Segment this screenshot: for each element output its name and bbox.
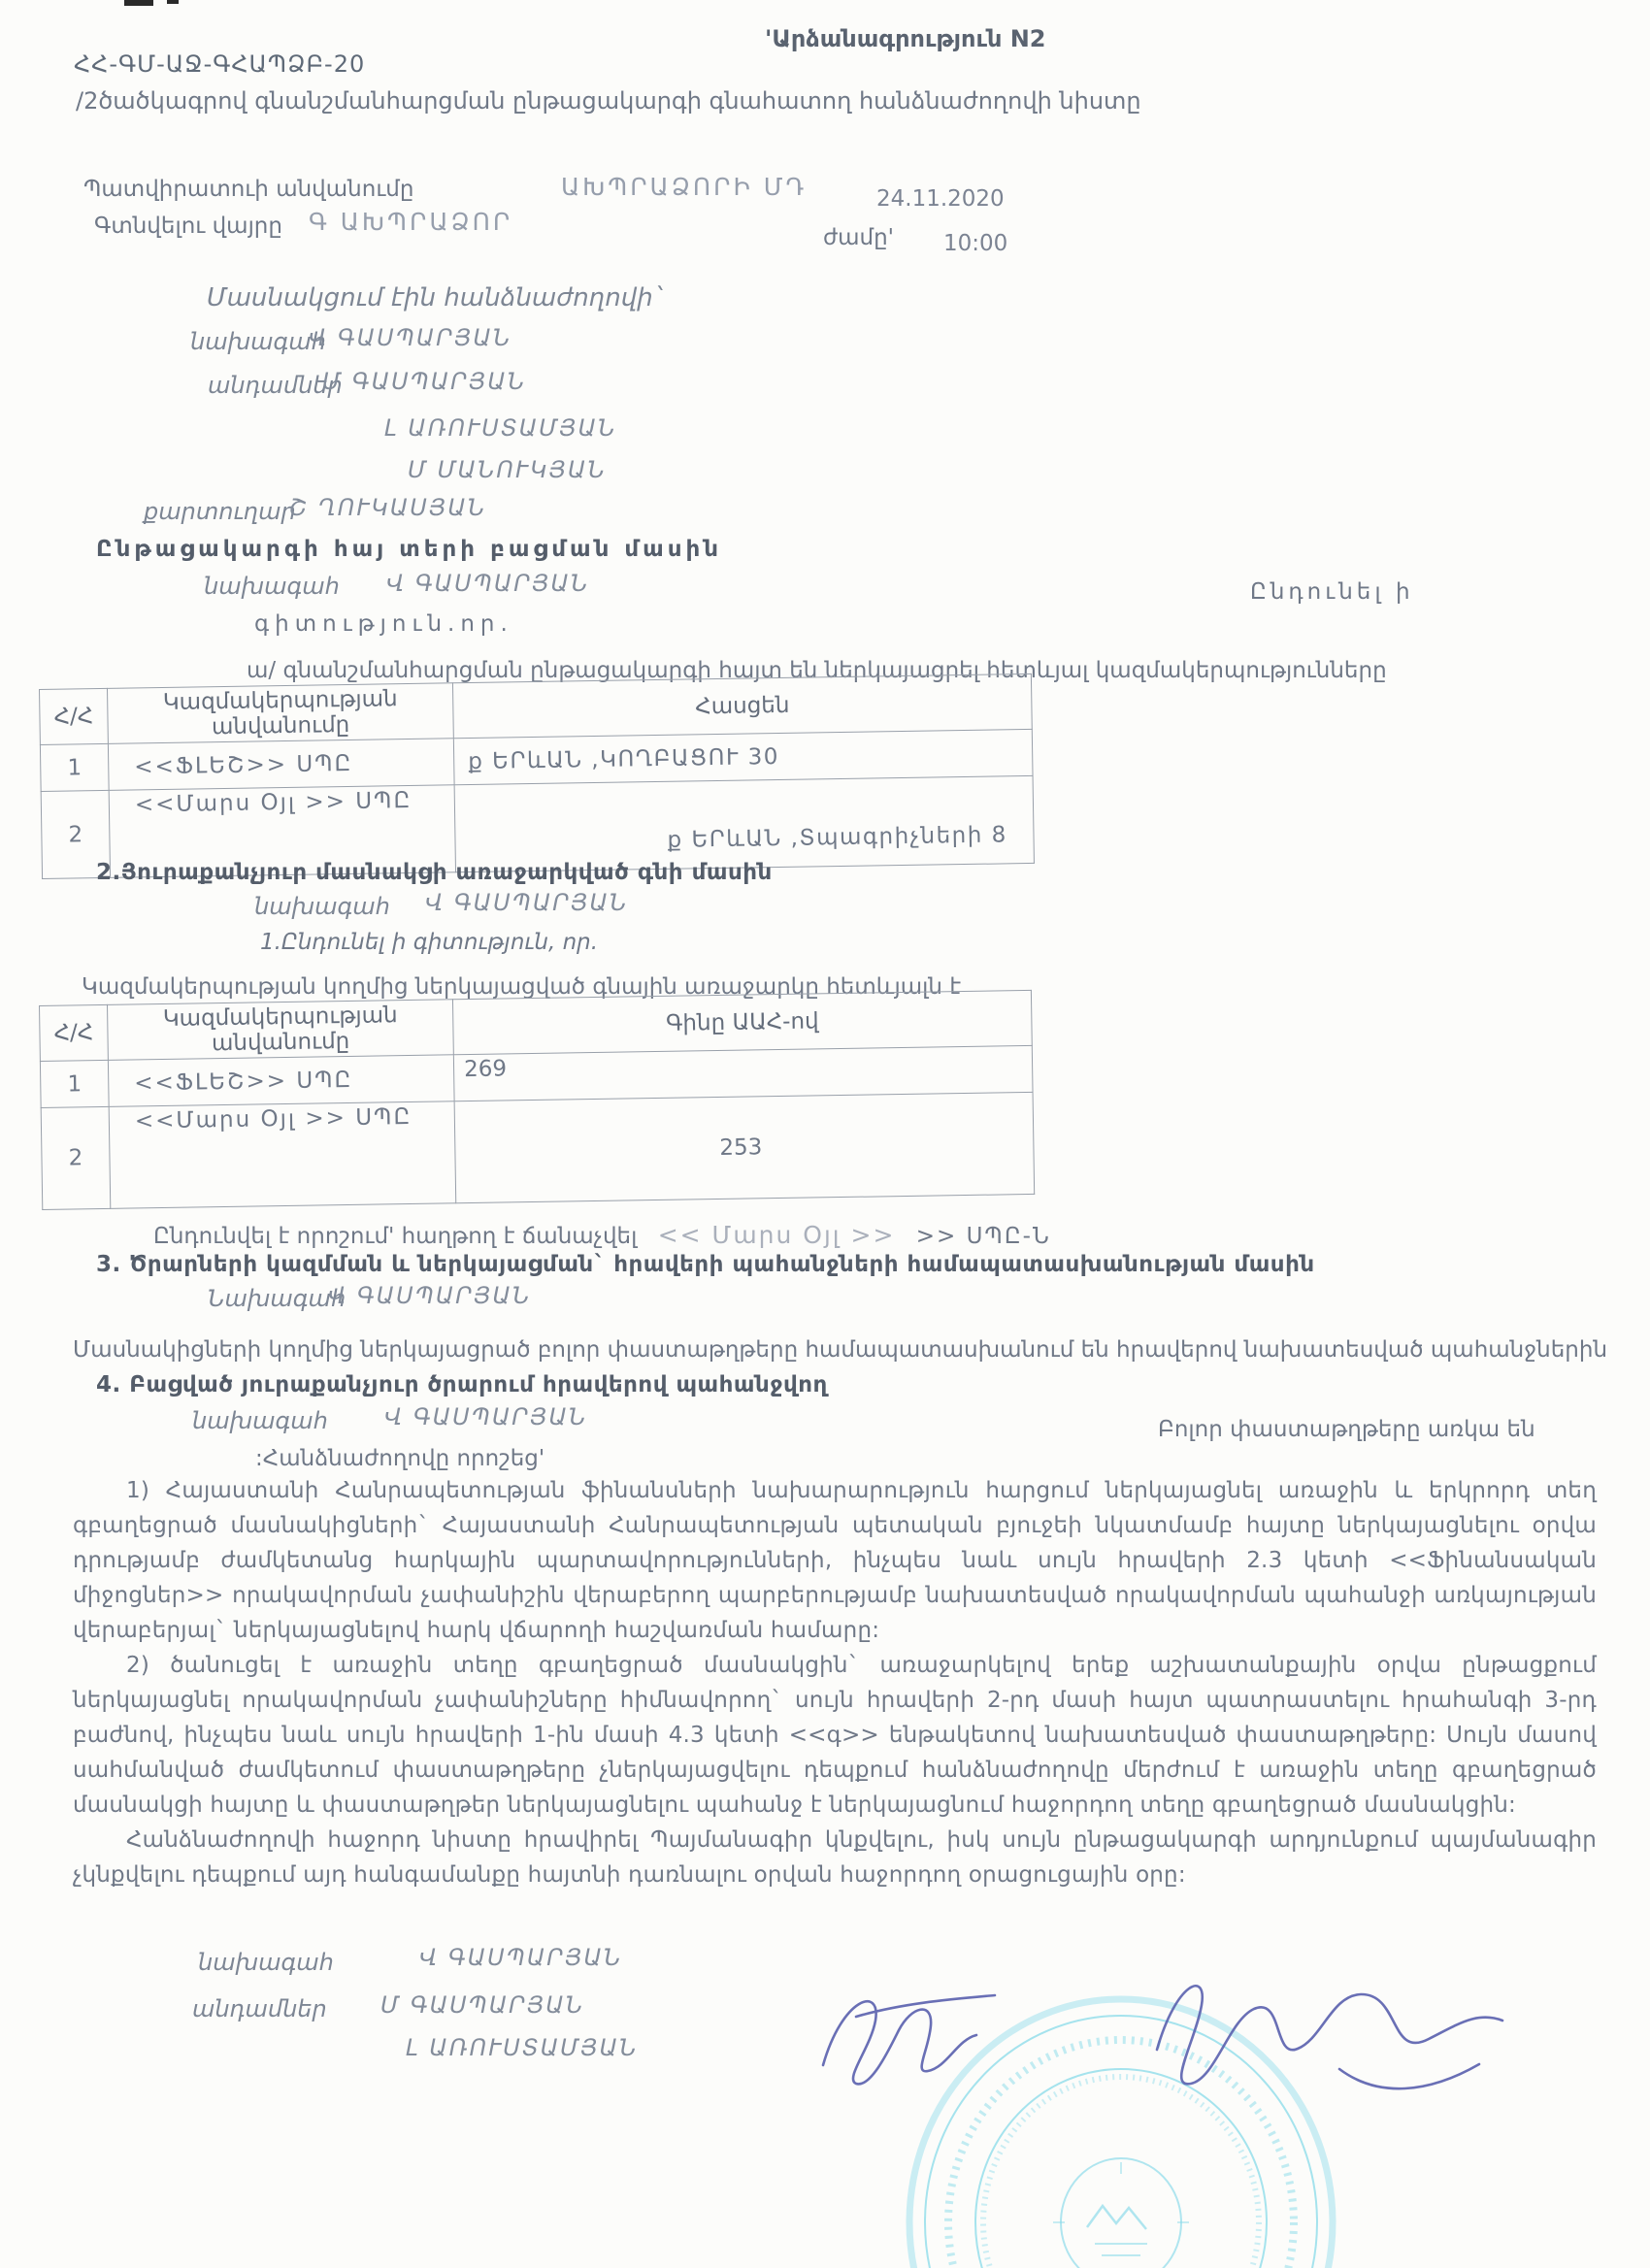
section2-chair-label: նախագահ [254, 893, 390, 920]
round-stamp-icon [909, 1999, 1333, 2268]
row-index: 2 [41, 790, 110, 878]
procedure-code: ՀՀ-ԳՄ-ԱՋ-ԳՀԱՊՁԲ-20 [74, 50, 366, 78]
section4-heading: 4. Բացված յուրաքանչյուր ծրարում հրավերով պահանջվող [96, 1372, 828, 1397]
committee-intro: Մասնակցում էին հանձնաժողովի` [207, 283, 666, 312]
time-value: 10:00 [943, 231, 1008, 256]
doc-subtitle: /2ծածկագրով գնանշմանհարցման ընթացակարգի գնահատող հանձնաժողովի նիստը [76, 87, 1141, 115]
section3-body: Մասնակիցների կողմից ներկայացրած բոլոր փաստաթղթերը համապատասխանում են հրավերով նախատեսված պահանջներին [73, 1337, 1608, 1363]
section4-chair-name: Վ ԳԱՍՊԱՐՅԱՆ [384, 1403, 588, 1430]
org-name: <<ՖԼԵՇ>> ՍՊԸ [108, 1055, 454, 1107]
section1-note-cont: գիտություն.որ. [254, 611, 513, 637]
org-name: <<ՖԼԵՇ>> ՍՊԸ [108, 739, 454, 791]
resolution-paragraph: 2) ծանուցել է առաջին տեղը գբաղեցրած մասնակցին` առաջարկելով երեք աշխատանքային օրվա ընթացքում ներկայացնել որակավորման չափանիշները հիմնավորող` սույն հրավերի 2-րդ մասի հայտ պատրաստելու հրահանգի 3-րդ բաժնով, ինչպես նաև սույն հրավերի 1-ին մասի 4.3 կետի <<գ>> ենթակետով նախատեսված փաստաթղթերը: Սույն մասով սահմանված ժամկետում փաստաթղթերը չներկայացվելու դեպքում հանձնաժողովը մերժում է առաջին տեղը գբաղեցրած մասնակցի հայտը և փաստաթղթեր ներկայացնելու պահանջ է ներկայացնում հաջորդող տեղը գբաղեցրած մասնակցին: [73, 1653, 1597, 1818]
org-address: ք ԵՐևԱՆ ,ԿՈՂԲԱՑՈՒ 30 [453, 729, 1033, 784]
section1-intro: ա/ գնանշմանհարցման ընթացակարգի հայտ են ներկայացրել հետևյալ կազմակերպությունները [247, 658, 1387, 683]
org-name: <<Մարս Օյլ >> ՍՊԸ [109, 1101, 456, 1209]
signature-members-label: անդամներ [192, 1995, 327, 2022]
section3-chair-name: Վ ԳԱՍՊԱՐՅԱՆ [328, 1282, 532, 1309]
org-name: <<Մարս Օյլ >> ՍՊԸ [109, 785, 455, 878]
section2-note: 1.Ընդունել ի գիտություն, որ. [260, 930, 599, 955]
resolution-paragraph: 1) Հայաստանի Հանրապետության ֆինանսների նախարարություն հարցում ներկայացնել առաջին և երկրորդ տեղ գբաղեցրած մասնակիցների` Հայաստանի Հանրապետության պետական բյուջեի նկատմամբ հայտը ներկայացնելու օրվա դրությամբ ժամկետանց հարկային պարտավորությունների, ինչպես նաև սույն հրավերի 2.3 կետի <<Ֆինանսական միջոցներ>> որակավորման չափանիշին վերաբերող պարբերությամբ նախատեսված որակավորման պահանջի առկայության վերաբերյալ` ներկայացնելով հարկ վճարողի հաշվառման համարը: [73, 1478, 1597, 1643]
scan-mark [167, 0, 179, 4]
col-header-org: Կազմակերպության անվանումը [107, 683, 453, 744]
table-row [41, 1092, 1035, 1209]
section2-chair-name: Վ ԳԱՍՊԱՐՅԱՆ [425, 889, 629, 916]
row-index: 1 [40, 1060, 109, 1107]
org-price: 269 [453, 1045, 1033, 1101]
section1-note-right: Ընդունել ի [1250, 579, 1414, 605]
section3-heading: 3. Ծրարների կազմման և ներկայացման` հրավերի պահանջների համապատասխանության մասին [96, 1252, 1315, 1277]
location-label: Գտնվելու վայրը [94, 214, 282, 239]
org-price: 253 [454, 1092, 1035, 1202]
chairman-name: Վ ԳԱՍՊԱՐՅԱՆ [309, 324, 512, 351]
col-header-address: Հասցեն [452, 674, 1032, 738]
col-header-price: Գինը ԱԱՀ-ով [452, 990, 1032, 1054]
session-date: 24.11.2020 [876, 186, 1005, 212]
time-label: ժամը' [823, 225, 895, 250]
prices-table [39, 990, 1035, 1210]
section4-resolved: :Հանձնաժողովը որոշեց' [255, 1446, 545, 1471]
chairman-label: նախագահ [190, 328, 326, 355]
section4-note-right: Բոլոր փաստաթղթերը առկա են [1158, 1417, 1535, 1442]
page-title: 'Արձանագրություն N2 [765, 25, 1046, 52]
section1-chair-label: նախագահ [204, 573, 340, 600]
bidders-table [39, 674, 1035, 879]
org-address: ք ԵՐևԱՆ ,Տպագրիչների 8 [454, 775, 1034, 871]
decision-line [153, 1221, 1051, 1251]
section4-chair-label: նախագահ [192, 1407, 328, 1434]
location-value: Գ ԱԽՊՐԱՁՈՐ [309, 208, 513, 236]
member-name: Մ ԳԱՍՊԱՐՅԱՆ [322, 368, 527, 395]
col-header-org: Կազմակերպության անվանումը [107, 1000, 453, 1061]
signature-chair-name: Վ ԳԱՍՊԱՐՅԱՆ [419, 1944, 623, 1971]
section2-heading: 2.Յուրաքանչյուր մասնակցի առաջարկված գնի մասին [96, 860, 773, 885]
secretary-name: Շ ՂՈՒԿԱՍՅԱՆ [289, 494, 487, 521]
signature-member-name: Մ ԳԱՍՊԱՐՅԱՆ [380, 1991, 585, 2019]
col-header-index: Հ/Հ [40, 688, 109, 744]
row-index: 2 [41, 1106, 111, 1209]
section3-chair-label: Նախագահ [208, 1285, 346, 1312]
official-stamp-and-signatures [796, 1902, 1650, 2268]
signature-chair-label: նախագահ [198, 1949, 334, 1976]
decision-prefix: Ընդունվել է որոշում' հաղթող է ճանաչվել [153, 1224, 638, 1249]
customer-label: Պատվիրատուի անվանումը [83, 177, 414, 202]
row-index: 1 [40, 743, 109, 791]
scan-mark [124, 0, 153, 6]
signature-member-name: Լ ԱՌՈՒՍՏԱՄՅԱՆ [406, 2034, 639, 2061]
section1-heading: Ընթացակարգի հայ տերի բացման մասին [96, 537, 723, 562]
member-name: Մ ՄԱՆՈՒԿՅԱՆ [408, 456, 607, 483]
decision-winner: << Մարս Օյլ >> [657, 1221, 896, 1249]
resolution-paragraph: Հանձնաժողովի հաջորդ նիստը հրավիրել Պայմանագիր կնքվելու, իսկ սույն ընթացակարգի արդյունքում պայմանագիր չկնքվելու դեպքում այդ հանգամանքը հայտնի դառնալու օրվան հաջորդող օրացուցային օրը: [73, 1827, 1597, 1888]
section1-chair-name: Վ ԳԱՍՊԱՐՅԱՆ [386, 570, 590, 597]
col-header-index: Հ/Հ [40, 1004, 109, 1061]
decision-suffix: >> ՍՊԸ-Ն [915, 1224, 1051, 1249]
member-name: Լ ԱՌՈՒՍՏԱՄՅԱՆ [384, 414, 617, 442]
members-label: անդամներ [208, 372, 343, 399]
secretary-label: քարտուղար [144, 498, 296, 525]
customer-value: ԱԽՊՐԱՁՈՐԻ ՄԴ [561, 173, 808, 201]
section2-intro: Կազմակերպության կողմից ներկայացված գնային առաջարկը հետևյալն է [82, 974, 962, 1000]
resolutions-block [73, 1473, 1597, 1892]
